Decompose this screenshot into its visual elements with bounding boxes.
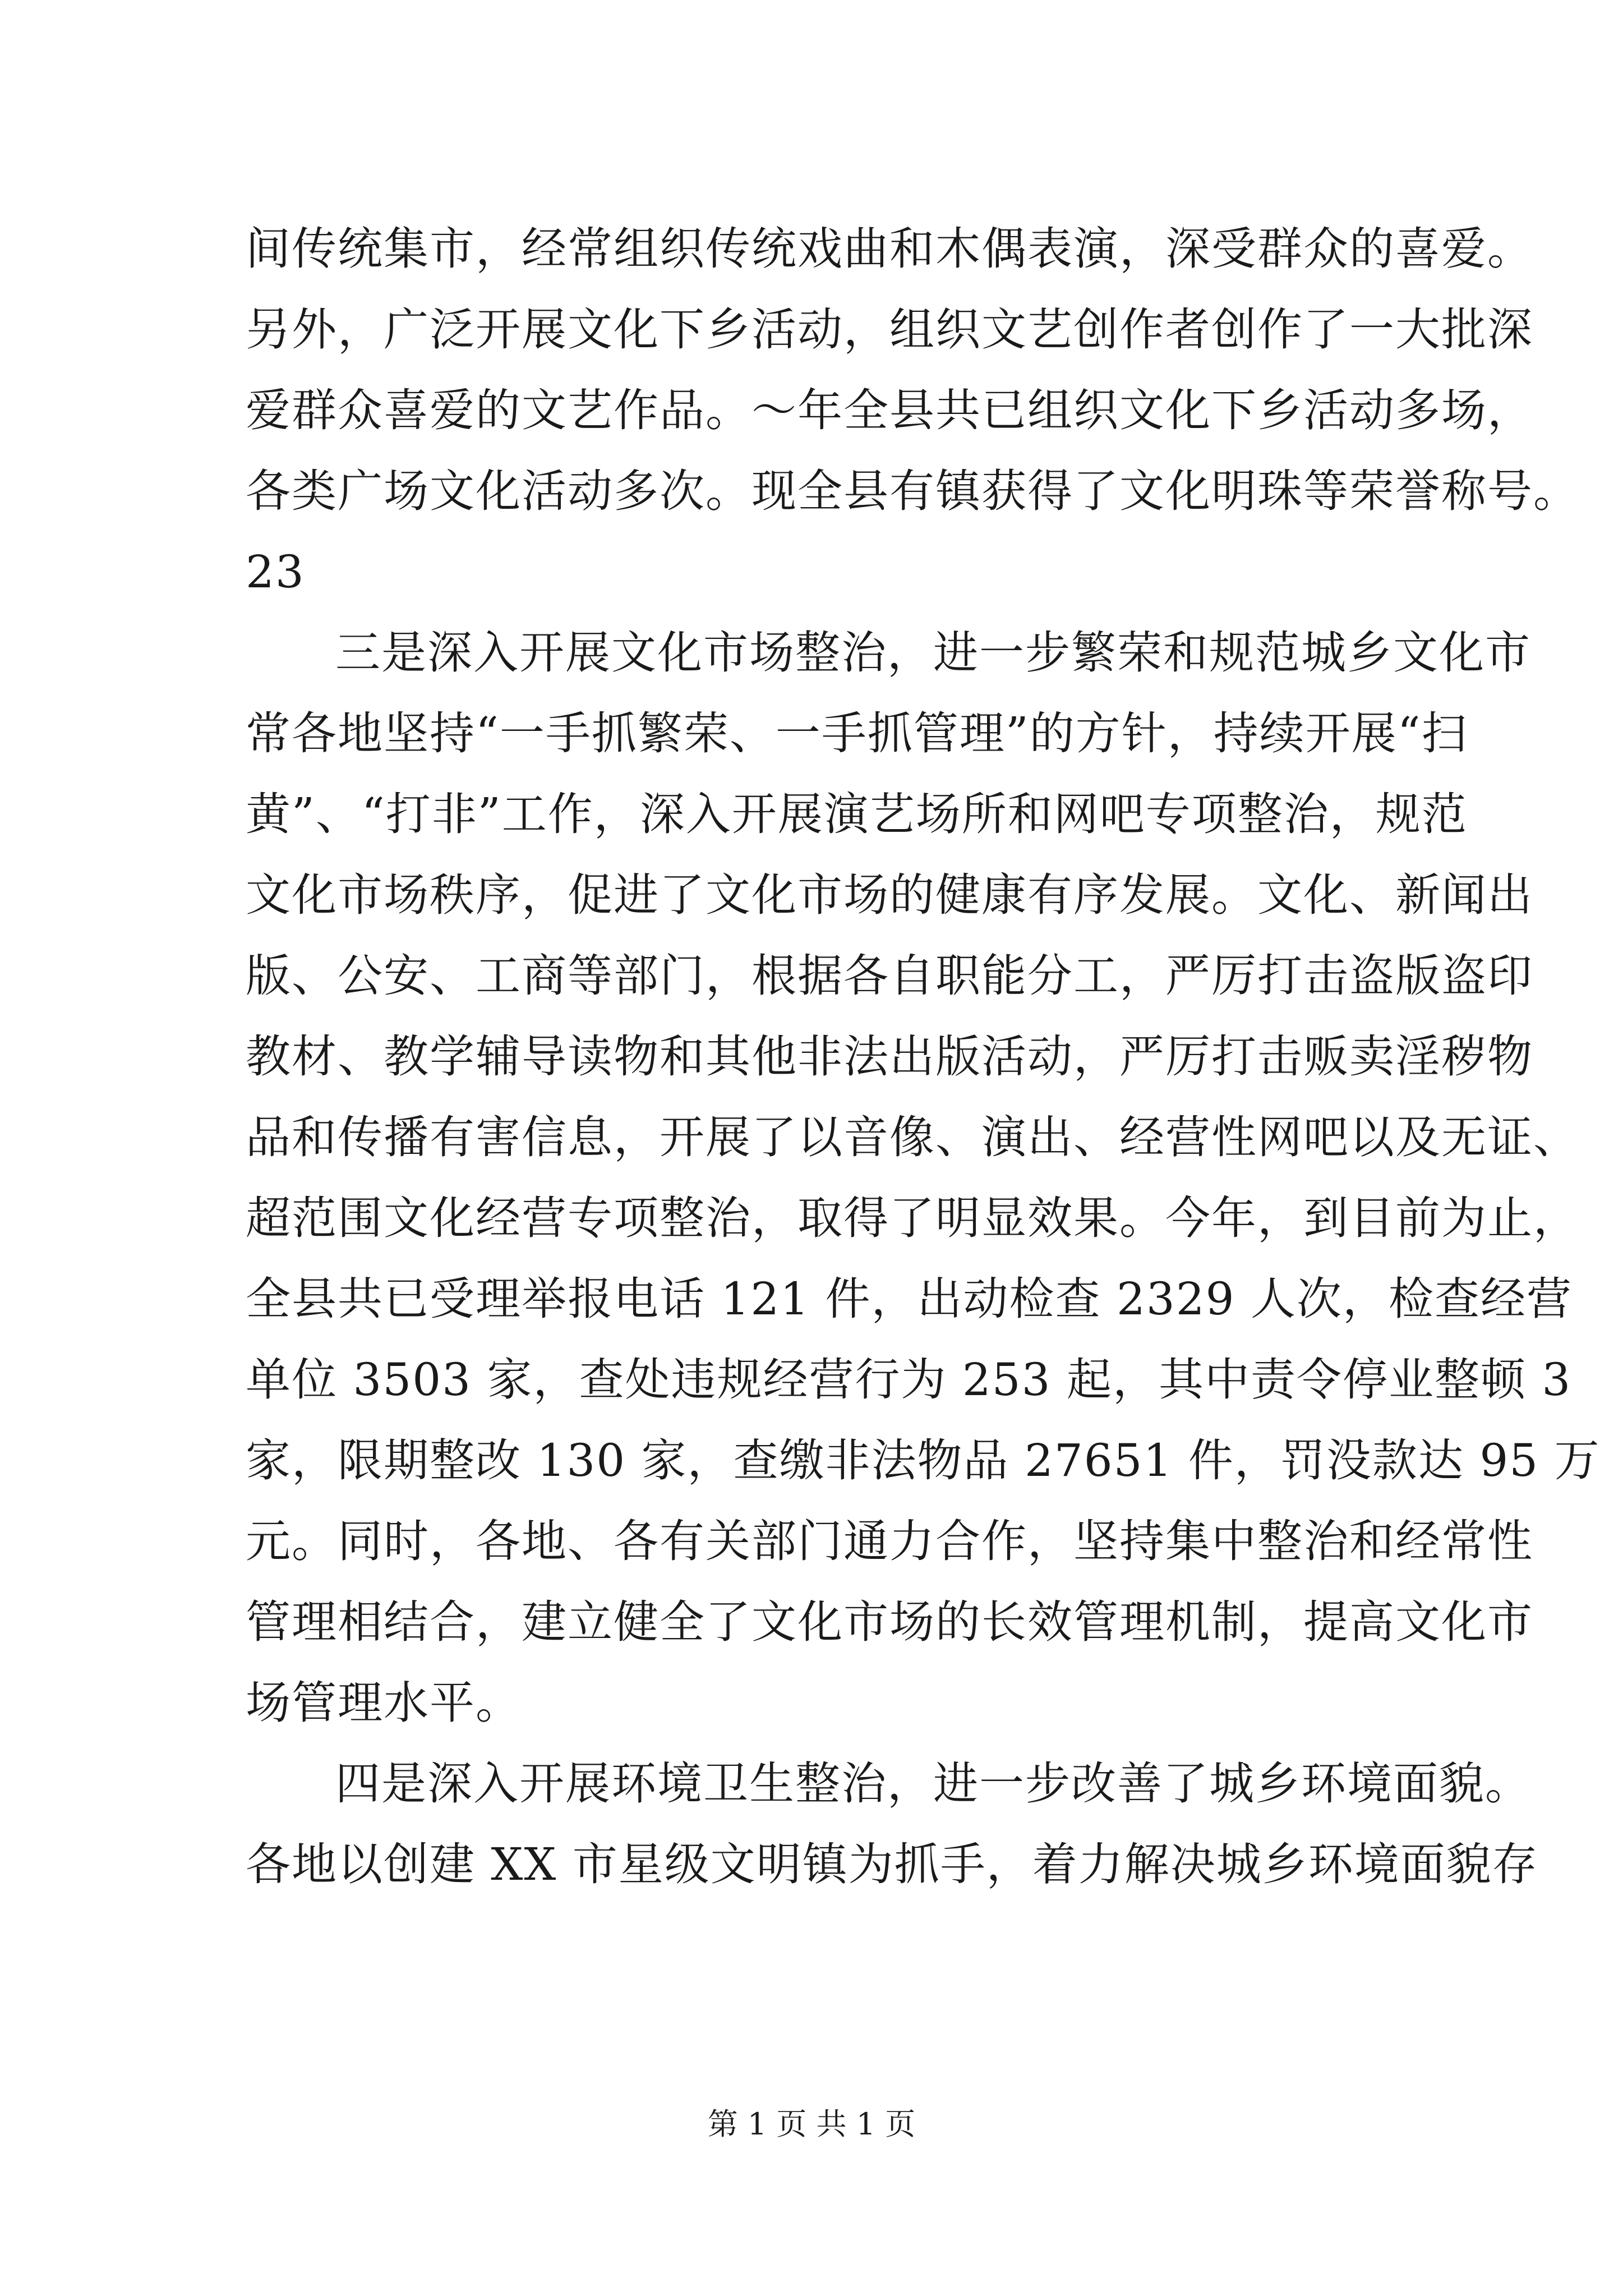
text-line: 教材、教学辅导读物和其他非法出版活动，严厉打击贩卖淫秽物: [246, 1030, 1533, 1083]
text-line: 单位 3503 家，查处违规经营行为 253 起，其中责令停业整顿 3: [246, 1354, 1572, 1406]
text-line: 版、公安、工商等部门，根据各自职能分工，严厉打击盗版盗印: [246, 950, 1533, 1002]
text-line: 场管理水平。: [246, 1677, 522, 1729]
text-line: 超范围文化经营专项整治，取得了明显效果。今年，到目前为止，: [246, 1192, 1579, 1244]
text-line: 爱群众喜爱的文艺作品。～年全县共已组织文化下乡活动多场，: [246, 384, 1533, 436]
text-line: 另外，广泛开展文化下乡活动，组织文艺创作者创作了一大批深: [246, 303, 1533, 356]
paragraph-start-line: 四是深入开展环境卫生整治，进一步改善了城乡环境面貌。: [335, 1757, 1531, 1810]
document-body: [246, 209, 1601, 1905]
text-line: 各类广场文化活动多次。现全县有镇获得了文化明珠等荣誉称号。: [246, 465, 1579, 517]
text-line: 常各地坚持“一手抓繁荣、一手抓管理”的方针，持续开展“扫: [246, 707, 1468, 760]
text-line: 家，限期整改 130 家，查缴非法物品 27651 件，罚没款达 95 万: [246, 1434, 1601, 1487]
page-footer: 第 1 页 共 1 页: [707, 2106, 916, 2142]
text-line: 元。同时，各地、各有关部门通力合作，坚持集中整治和经常性: [246, 1515, 1533, 1567]
text-line: 全县共已受理举报电话 121 件，出动检查 2329 人次，检查经营: [246, 1273, 1573, 1325]
text-line: 黄”、“打非”工作，深入开展演艺场所和网吧专项整治，规范: [246, 788, 1468, 840]
text-line: 各地以创建 XX 市星级文明镇为抓手，着力解决城乡环境面貌存: [246, 1838, 1538, 1890]
paragraph-start-line: 三是深入开展文化市场整治，进一步繁荣和规范城乡文化市: [335, 627, 1531, 679]
text-line: 品和传播有害信息，开展了以音像、演出、经营性网吧以及无证、: [246, 1111, 1579, 1163]
text-line: 间传统集市，经常组织传统戏曲和木偶表演，深受群众的喜爱。: [246, 223, 1533, 275]
text-line: 文化市场秩序，促进了文化市场的健康有序发展。文化、新闻出: [246, 869, 1533, 921]
text-line: 管理相结合，建立健全了文化市场的长效管理机制，提高文化市: [246, 1596, 1533, 1648]
text-line: 23: [246, 546, 305, 598]
